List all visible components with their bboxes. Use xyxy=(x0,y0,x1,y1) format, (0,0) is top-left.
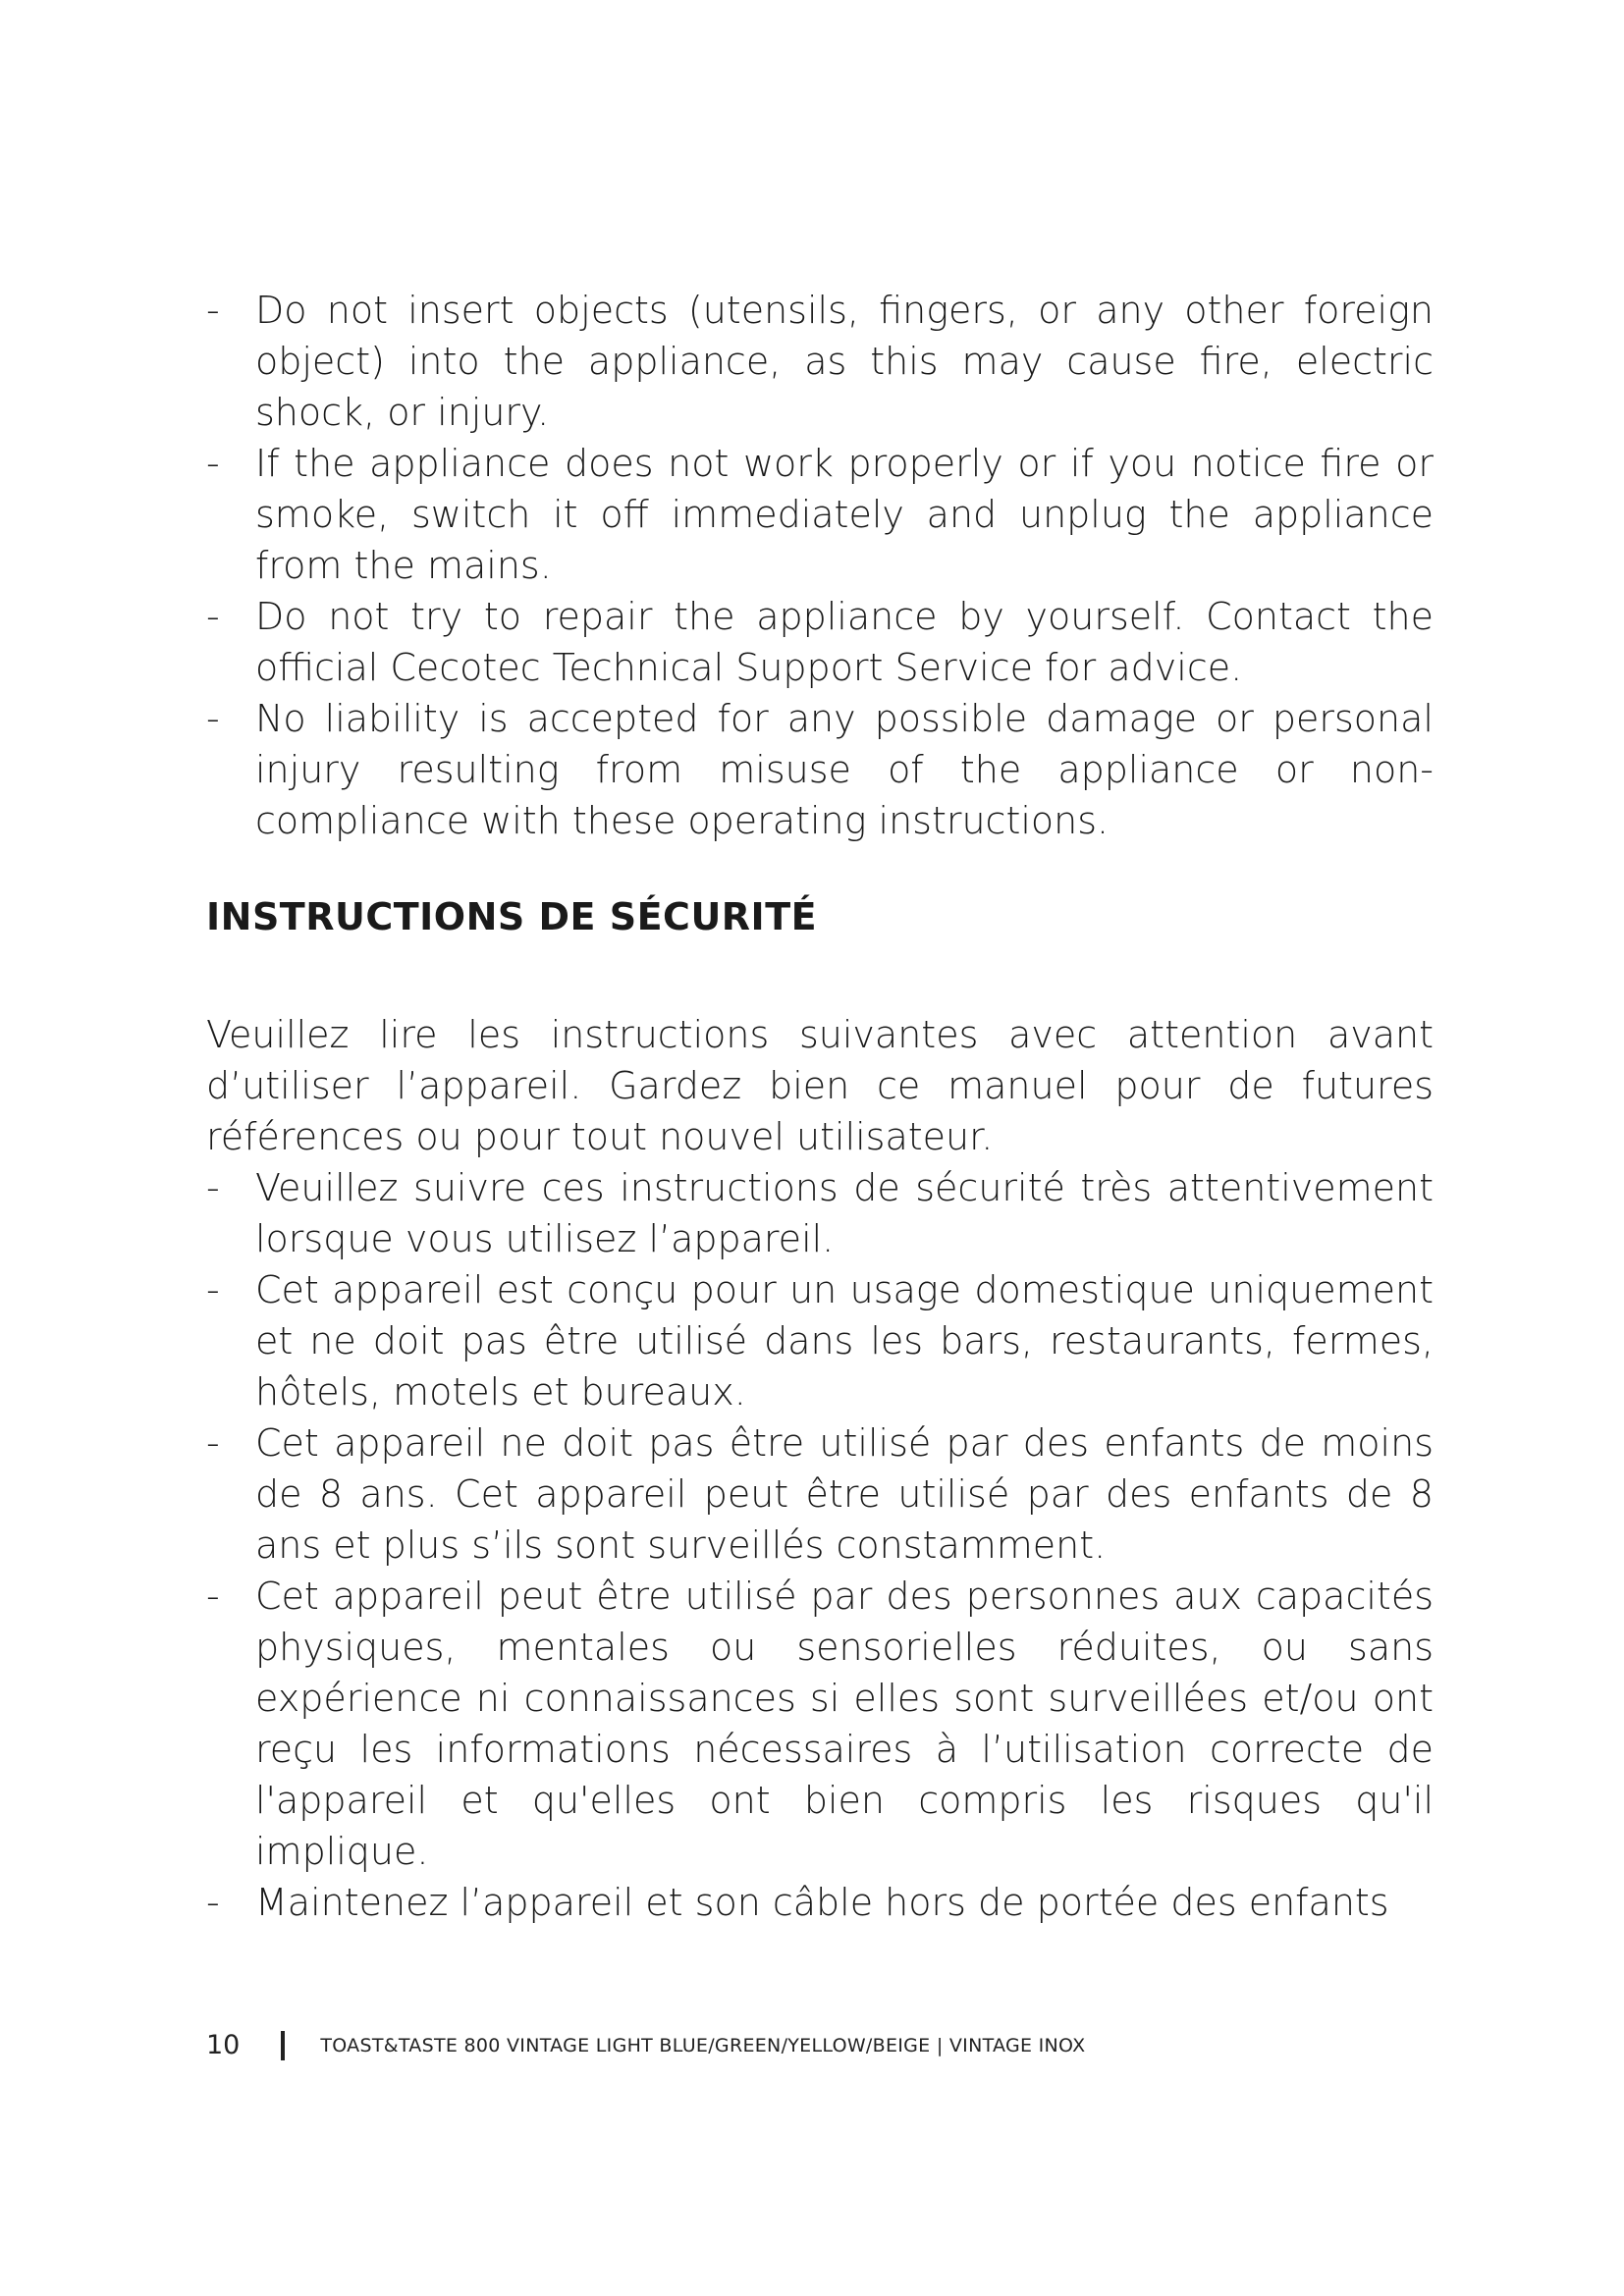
list-item: - Cet appareil ne doit pas être utilisé par des enfants de moins de 8 ans. Cet appareil peut être utilisé par des enfants de 8 ans et plus s’ils sont surveillés constamment. xyxy=(206,1417,1434,1571)
footer-product-title: TOAST&TASTE 800 VINTAGE LIGHT BLUE/GREEN/YELLOW/BEIGE | VINTAGE INOX xyxy=(320,2034,1086,2056)
footer-divider xyxy=(281,2031,285,2060)
list-item: - If the appliance does not work properly or if you notice fire or smoke, switch it off immediately and unplug the appliance from the mains. xyxy=(206,438,1434,591)
french-safety-list xyxy=(206,1162,1434,1928)
list-item: - Do not try to repair the appliance by yourself. Contact the official Cecotec Technical Support Service for advice. xyxy=(206,591,1434,693)
page-number: 10 xyxy=(206,2030,241,2060)
list-item: - Cet appareil est conçu pour un usage domestique uniquement et ne doit pas être utilisé dans les bars, restaurants, fermes, hôtels, motels et bureaux. xyxy=(206,1264,1434,1417)
list-item: - Cet appareil peut être utilisé par des personnes aux capacités physiques, mentales ou sensorielles réduites, ou sans expérience ni connaissances si elles sont surveillées et/ou ont reçu les informations nécessaires à l’utilisation correcte de l'appareil et qu'elles ont bien compris les risques qu'il implique. xyxy=(206,1571,1434,1877)
page-content xyxy=(206,285,1434,1928)
intro-paragraph: Veuillez lire les instructions suivantes avec attention avant d’utiliser l’appareil. Gardez bien ce manuel pour de futures références ou pour tout nouvel utilisateur. xyxy=(206,1013,1434,1158)
list-item: - Veuillez suivre ces instructions de sécurité très attentivement lorsque vous utilisez l’appareil. xyxy=(206,1162,1434,1264)
english-safety-list xyxy=(206,285,1434,846)
list-item: - No liability is accepted for any possible damage or personal injury resulting from misuse of the appliance or non-compliance with these operating instructions. xyxy=(206,693,1434,846)
page-footer xyxy=(206,2030,1085,2060)
section-heading: INSTRUCTIONS DE SÉCURITÉ xyxy=(206,895,818,938)
list-item: - Do not insert objects (utensils, fingers, or any other foreign object) into the appliance, as this may cause fire, electric shock, or injury. xyxy=(206,285,1434,438)
list-item: - Maintenez l’appareil et son câble hors de portée des enfants xyxy=(206,1877,1434,1928)
